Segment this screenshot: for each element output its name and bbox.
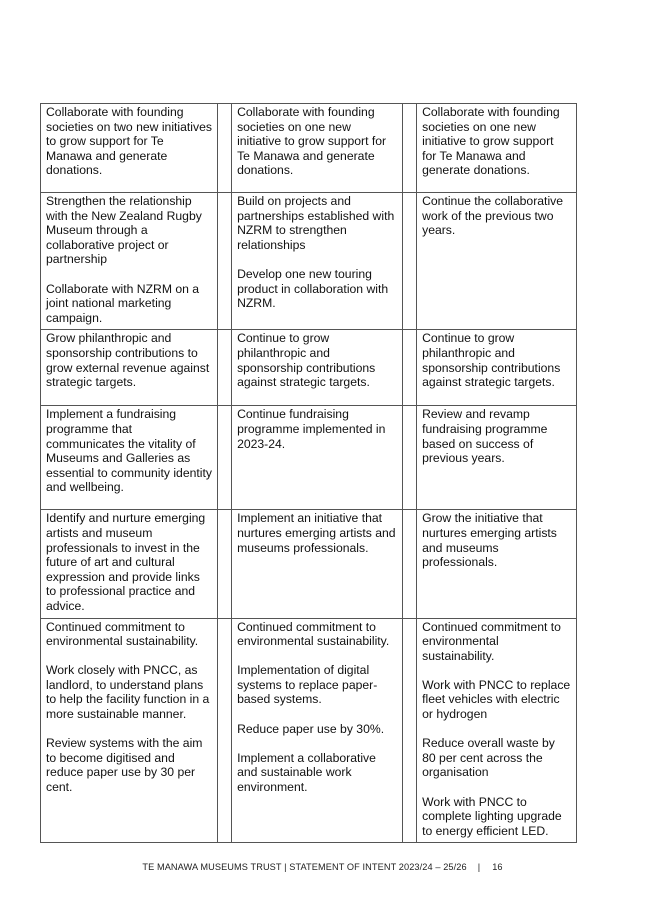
table-row — [41, 104, 577, 193]
cell-paragraph: Grow philanthropic and sponsorship contributions to grow external revenue against strategic targets. — [46, 331, 210, 390]
page-number: 16 — [492, 862, 503, 872]
spacer-cell — [403, 104, 417, 193]
spacer-cell — [217, 618, 231, 843]
cell-paragraph: Collaborate with founding societies on two new initiatives to grow support for Te Manawa and generate donations. — [46, 105, 212, 178]
cell-paragraph: Implement a collaborative and sustainable work environment. — [237, 750, 376, 795]
spacer-cell — [403, 510, 417, 618]
table-cell-year-1 — [41, 618, 218, 843]
cell-paragraph: Continued commitment to environmental sustainability. — [237, 619, 390, 649]
table-cell-year-3 — [417, 193, 577, 330]
table-cell-year-3 — [417, 406, 577, 510]
table-cell-year-2 — [232, 618, 403, 843]
table-cell-year-1 — [41, 193, 218, 330]
cell-paragraph: Build on projects and partnerships established with NZRM to strengthen relationships — [237, 194, 395, 252]
spacer-cell — [403, 330, 417, 406]
spacer-cell — [217, 330, 231, 406]
cell-paragraph: Work with PNCC to complete lighting upgrade to energy efficient LED. — [422, 794, 562, 838]
table-cell-year-1 — [41, 330, 218, 406]
cell-paragraph: Reduce paper use by 30%. — [237, 721, 385, 736]
cell-paragraph: Implement an initiative that nurtures emerging artists and museums professionals. — [237, 511, 396, 555]
table-cell-year-3 — [417, 618, 577, 843]
table-row — [41, 193, 577, 330]
cell-paragraph: Work with PNCC to replace fleet vehicles with electric or hydrogen — [422, 677, 571, 722]
table-cell-year-2 — [232, 193, 403, 330]
footer-title: TE MANAWA MUSEUMS TRUST | STATEMENT OF INTENT 2023/24 – 25/26 — [142, 862, 467, 872]
spacer-cell — [403, 406, 417, 510]
spacer-cell — [217, 193, 231, 330]
cell-paragraph: Continue to grow philanthropic and sponsorship contributions against strategic targets. — [237, 331, 376, 390]
cell-paragraph: Continue fundraising programme implemented in 2023-24. — [237, 407, 386, 451]
cell-paragraph: Continue the collaborative work of the previous two years. — [422, 194, 564, 238]
cell-paragraph: Review systems with the aim to become digitised and reduce paper use by 30 per cent. — [46, 736, 203, 795]
cell-paragraph: Continued commitment to environmental sustainability. — [422, 619, 561, 663]
page-footer — [0, 862, 645, 872]
table-cell-year-3 — [417, 510, 577, 618]
cell-paragraph: Continue to grow philanthropic and sponsorship contributions against strategic targets. — [422, 331, 561, 390]
cell-paragraph: Collaborate with founding societies on one new initiative to grow support for Te Manawa and generate donations. — [422, 105, 560, 178]
cell-paragraph: Collaborate with founding societies on one new initiative to grow support for Te Manawa and generate donations. — [237, 105, 387, 178]
table-row — [41, 510, 577, 618]
table-cell-year-2 — [232, 510, 403, 618]
cell-paragraph: Strengthen the relationship with the New Zealand Rugby Museum through a collaborative project or partnership — [46, 194, 202, 267]
cell-paragraph: Collaborate with NZRM on a joint national marketing campaign. — [46, 281, 200, 325]
cell-paragraph: Develop one new touring product in collaboration with NZRM. — [237, 266, 389, 311]
table-row — [41, 406, 577, 510]
spacer-cell — [403, 193, 417, 330]
table-row — [41, 330, 577, 406]
table-cell-year-1 — [41, 406, 218, 510]
table-cell-year-2 — [232, 104, 403, 193]
table-cell-year-3 — [417, 330, 577, 406]
statement-of-intent-table — [40, 103, 577, 843]
table-body — [41, 104, 577, 843]
footer-separator: | — [477, 862, 481, 872]
table-cell-year-1 — [41, 510, 218, 618]
spacer-cell — [217, 104, 231, 193]
cell-paragraph: Continued commitment to environmental sustainability. — [46, 619, 199, 649]
spacer-cell — [403, 618, 417, 843]
cell-paragraph: Implementation of digital systems to replace paper-based systems. — [237, 663, 378, 707]
cell-paragraph: Implement a fundraising programme that communicates the vitality of Museums and Galleries as essential to community identity and wellbeing. — [46, 407, 212, 495]
table-row — [41, 618, 577, 843]
cell-paragraph: Review and revamp fundraising programme based on success of previous years. — [422, 407, 548, 466]
spacer-cell — [217, 510, 231, 618]
table-cell-year-3 — [417, 104, 577, 193]
cell-paragraph: Reduce overall waste by 80 per cent across the organisation — [422, 736, 555, 780]
spacer-cell — [217, 406, 231, 510]
cell-paragraph: Work closely with PNCC, as landlord, to understand plans to help the facility function in a more sustainable manner. — [46, 663, 210, 722]
table-cell-year-2 — [232, 406, 403, 510]
table-cell-year-2 — [232, 330, 403, 406]
cell-paragraph: Identify and nurture emerging artists and museum professionals to invest in the future of art and cultural expression and provide links to professional practice and advice. — [46, 511, 206, 613]
table-cell-year-1 — [41, 104, 218, 193]
cell-paragraph: Grow the initiative that nurtures emerging artists and museums professionals. — [422, 511, 557, 570]
